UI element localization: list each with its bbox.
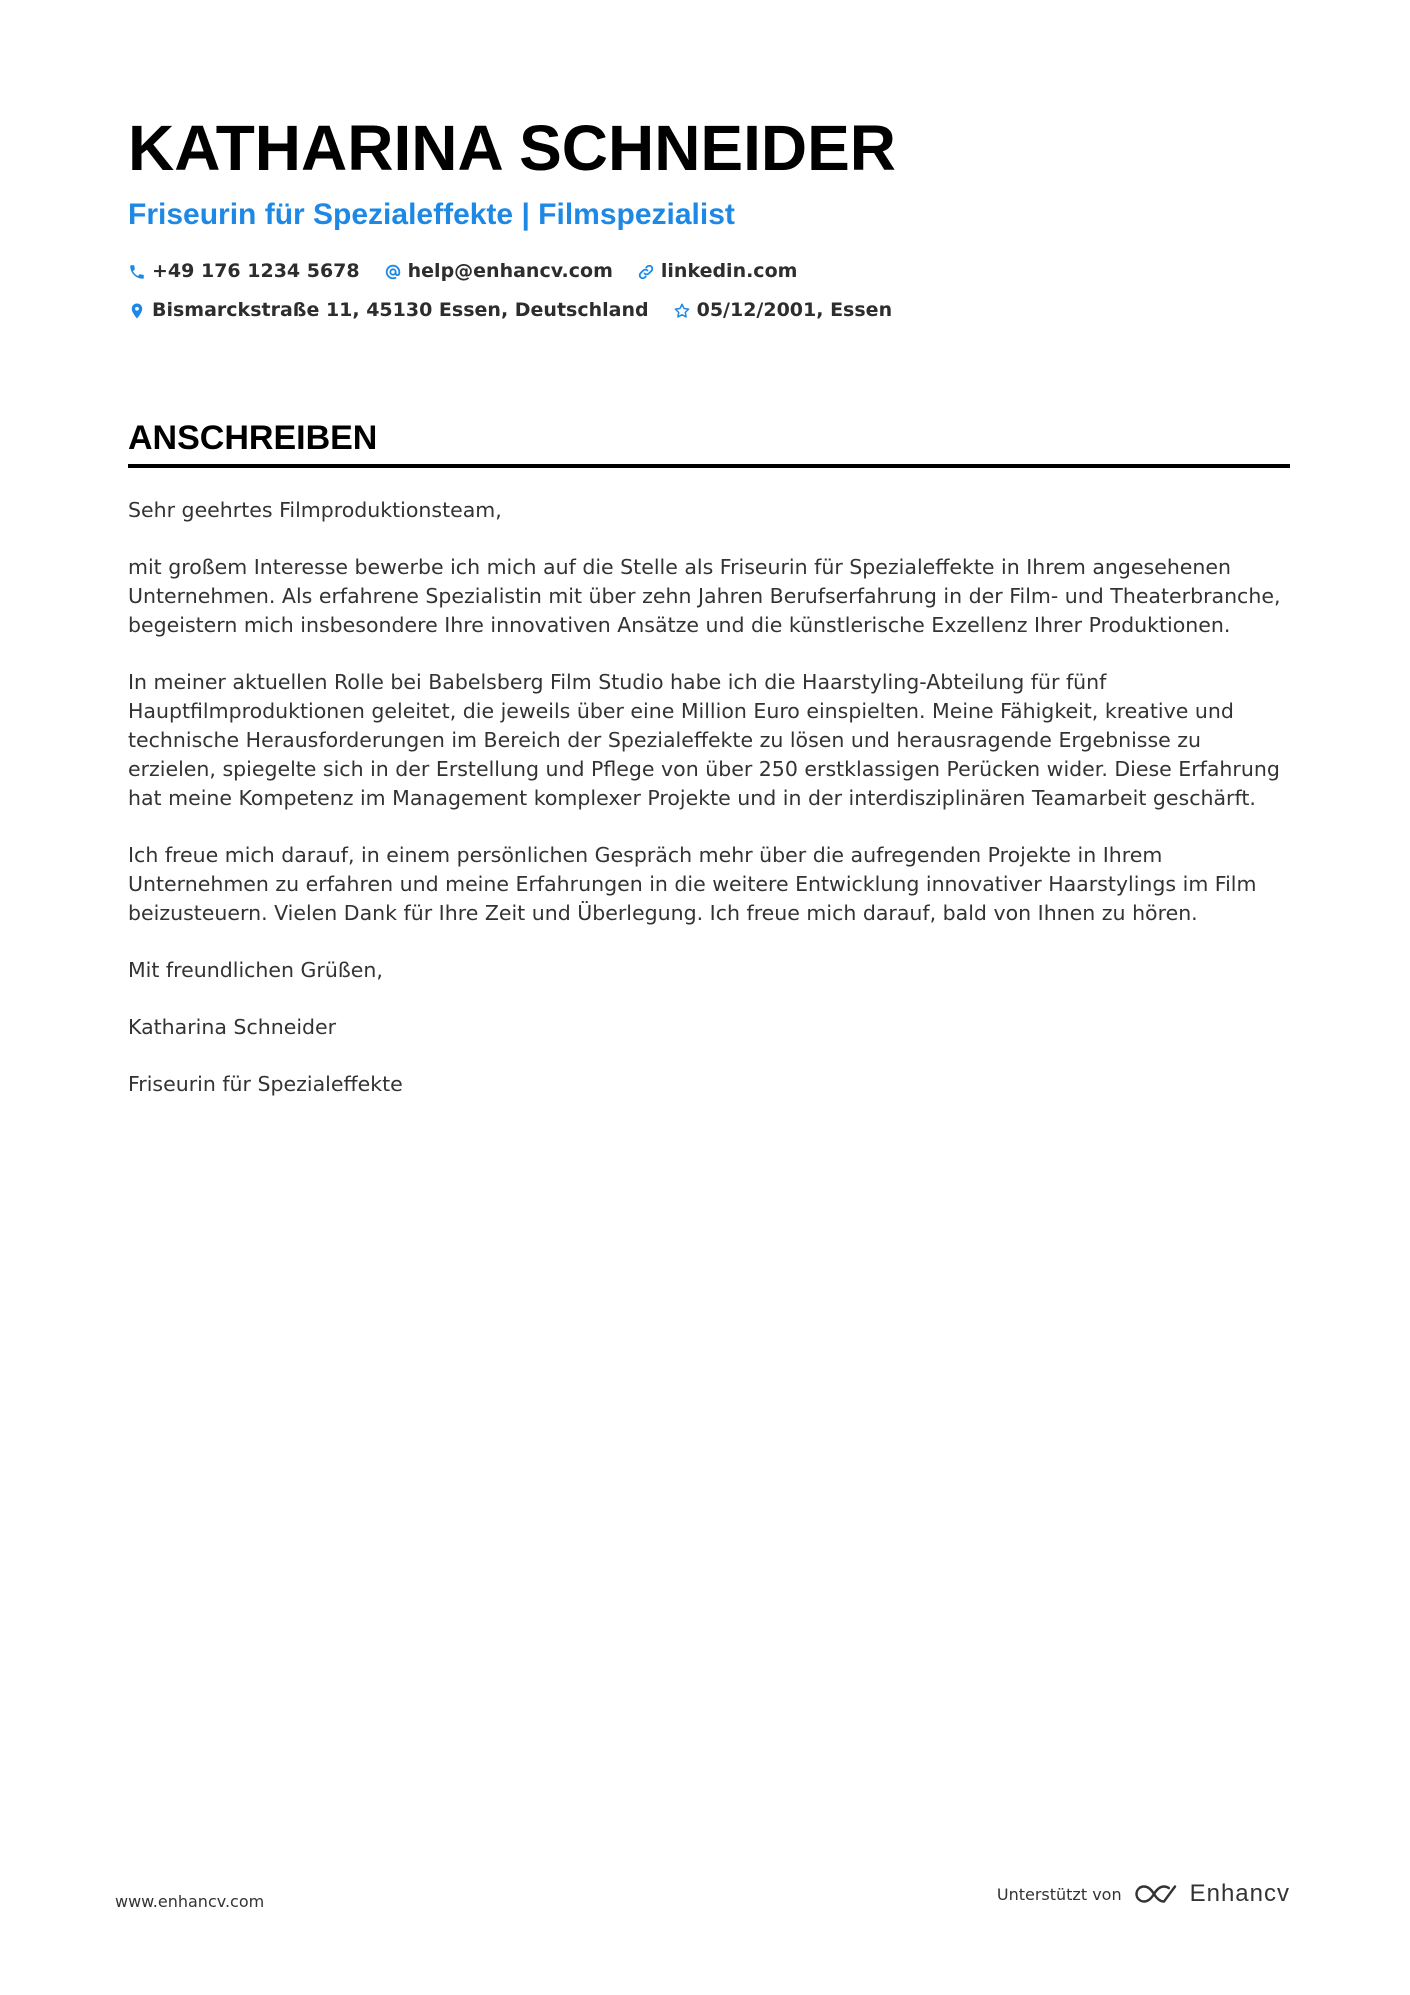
cover-letter-section: [128, 418, 1290, 1099]
letter-closing: Mit freundlichen Grüßen,: [128, 958, 383, 982]
contact-birth-text: 05/12/2001, Essen: [696, 299, 893, 321]
contact-phone[interactable]: [128, 252, 360, 291]
enhancv-logo-icon: [1134, 1881, 1180, 1907]
section-title: ANSCHREIBEN: [128, 418, 1290, 468]
star-icon: [673, 302, 691, 320]
letter-salutation: Sehr geehrtes Filmproduktionsteam,: [128, 498, 502, 522]
candidate-name: KATHARINA SCHNEIDER: [128, 112, 896, 184]
signature-title: Friseurin für Spezialeffekte: [128, 1072, 403, 1096]
letter-paragraph-3: Ich freue mich darauf, in einem persönlichen Gespräch mehr über die aufregenden Projekte in Ihrem Unternehmen zu erfahren und meine Erfahrungen in die weitere Entwicklung innovativer Haarstylings im Film beizusteuern. Vielen Dank für Ihre Zeit und Überlegung. Ich freue mich darauf, bald von Ihnen zu hören.: [128, 843, 1257, 925]
signature-name: Katharina Schneider: [128, 1015, 337, 1039]
letter-paragraph-2: In meiner aktuellen Rolle bei Babelsberg Film Studio habe ich die Haarstyling-Abteilung für fünf Hauptfilmproduktionen geleitet, die jeweils über eine Million Euro einspielten. Meine Fähigkeit, kreative und technische Herausforderungen im Bereich der Spezialeffekte zu lösen und herausragende Ergebnisse zu erzielen, spiegelte sich in der Erstellung und Pflege von über 250 erstklassigen Perücken wider. Diese Erfahrung hat meine Kompetenz im Management komplexer Projekte und in der interdisziplinären Teamarbeit geschärft.: [128, 670, 1280, 810]
link-icon: [637, 263, 655, 281]
contact-address-text: Bismarckstraße 11, 45130 Essen, Deutschland: [152, 299, 649, 321]
contact-linkedin[interactable]: [637, 252, 798, 291]
contact-phone-text: +49 176 1234 5678: [152, 260, 360, 282]
contact-email-text: help@enhancv.com: [407, 260, 613, 282]
letter-body: [128, 496, 1290, 1099]
brand-name: Enhancv: [1189, 1880, 1290, 1907]
contact-birth: [673, 291, 892, 330]
letter-paragraph-1: mit großem Interesse bewerbe ich mich auf die Stelle als Friseurin für Spezialeffekte in Ihrem angesehenen Unternehmen. Als erfahrene Spezialistin mit über zehn Jahren Berufserfahrung in der Film- und Theaterbranche, begeistern mich insbesondere Ihre innovativen Ansätze und die künstlerische Exzellenz Ihrer Produktionen.: [128, 555, 1281, 637]
powered-by-label: Unterstützt von: [996, 1884, 1122, 1904]
contact-list: [128, 252, 1268, 330]
resume-page: [128, 110, 1290, 1127]
footer-branding[interactable]: [997, 1880, 1290, 1908]
footer-website[interactable]: www.enhancv.com: [115, 1892, 265, 1911]
at-icon: [384, 263, 402, 281]
phone-icon: [128, 263, 146, 281]
candidate-headline: Friseurin für Spezialeffekte | Filmspezialist: [128, 198, 735, 231]
contact-linkedin-text: linkedin.com: [660, 260, 798, 282]
location-pin-icon: [128, 302, 146, 320]
contact-address: [128, 291, 649, 330]
contact-email[interactable]: [384, 252, 613, 291]
